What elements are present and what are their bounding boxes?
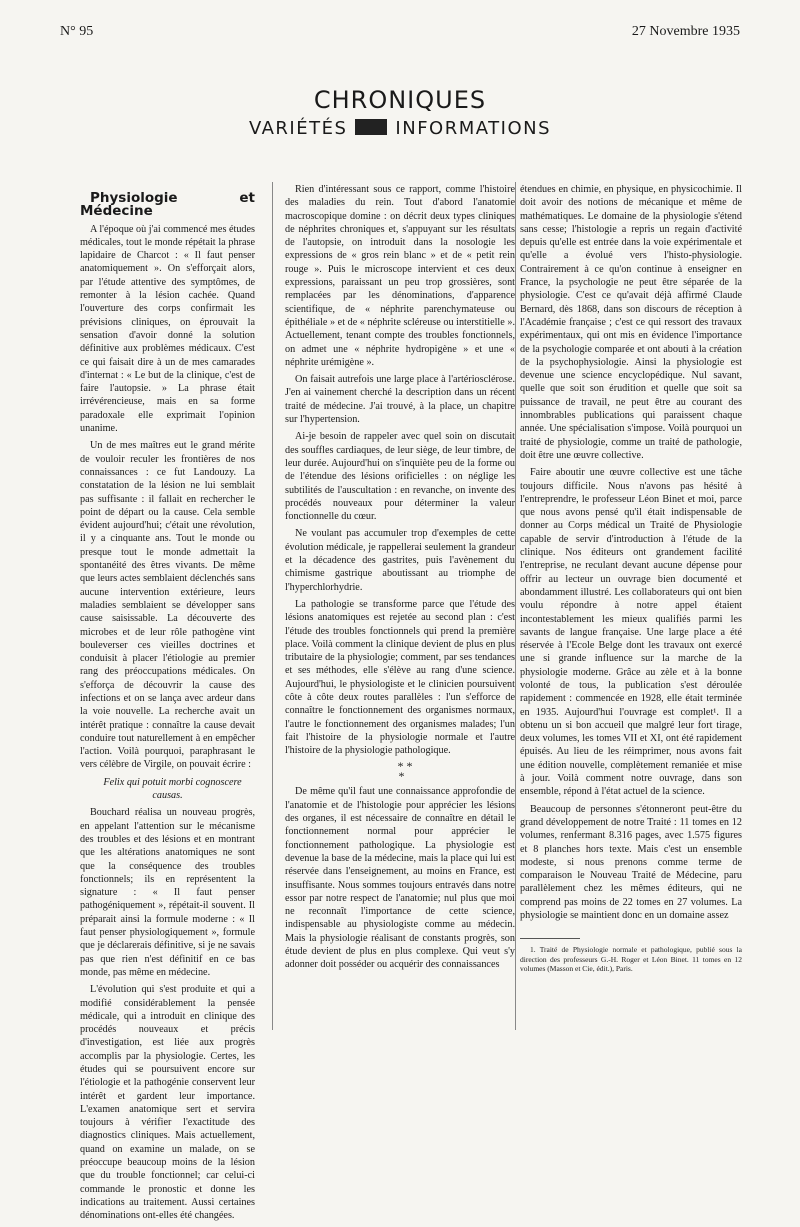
paragraph: Ne voulant pas accumuler trop d'exemples de cette évolution médicale, je rappellerai seulement la grandeur et la décadence des gastrites, puis l'avènement du chimisme gastrique aboutissant au triomphe de l'hyperchlorhydrie. <box>285 528 515 593</box>
column-3 <box>520 183 742 978</box>
masthead-right: INFORMATIONS <box>395 118 552 139</box>
section-separator: * * * <box>397 759 413 784</box>
paragraph: Bouchard réalisa un nouveau progrès, en appelant l'attention sur le mécanisme des troubles et des lésions et en montrant que les altérations anatomiques ne sont que la conséquence des troubles fonctionnels; ils en représentent la signature : « Il faut penser pathogéniquement », répétait-il souvent. Il préparait ainsi la formule moderne : « Il faut penser physiologiquement », formule que je déclarerais définitive, si je ne savais pas que rien n'est définitif en ce bas monde, pas même en médecine. <box>80 807 255 978</box>
footnote-rule <box>520 938 580 939</box>
paragraph: A l'époque où j'ai commencé mes études médicales, tout le monde répétait la phrase lapidaire de Charcot : « Il faut penser anatomiquement ». On s'efforçait alors, par l'étude attentive des symptômes, de remonter à la lésion cachée. Quand l'ouverture des corps confirmait les prévisions cliniques, on éprouvait la sensation d'avoir donné la solution définitive aux problèmes médicaux. C'est ce qui faisait dire à un de mes camarades d'internat : « Le but de la clinique, c'est de faire l'autopsie. » La phrase était irrévérencieuse, mais en sa forme paradoxale elle exprimait l'opinion unanime. <box>80 223 255 435</box>
issue-date: 27 Novembre 1935 <box>631 24 740 39</box>
column-1 <box>80 192 255 1227</box>
paragraph: Rien d'intéressant sous ce rapport, comme l'histoire des maladies du rein. Tout d'abord l'anatomie macroscopique domine : on décrit deux types cliniques de néphrites chroniques et, s'appuyant sur les résultats de l'autopsie, on introduit dans la nosologie les expressions de « gros rein blanc » et de « petit rein rouge ». Puis le microscope intervient et ces deux expressions, paraissant un peu trop grossières, sont remplacées par les dénominations, d'apparence scientifique, de « néphrite parenchymateuse ou épithéliale » et de « néphrite scléreuse ou interstitielle ». Actuellement, tenant compte des troubles fonctionnels, on admet une « néphrite hydropigène » et une « néphrite urémigène ». <box>285 184 515 368</box>
paragraph: Un de mes maîtres eut le grand mérite de vouloir reculer les frontières de nos connaissances : ce fut Landouzy. La constatation de la lésion ne lui semblait pas suffisante : il fallait en rechercher le point de départ ou la cause. Cela semble évident aujourd'hui; c'était une révolution, il y a cinquante ans. Tout le monde ou presque tout le monde admettait la spontanéité des êtres vivants. De même que leurs actes semblaient déclenchés sans aucune intervention extérieure, leurs maladies semblaient se développer sans cause saisissable. La découverte des microbes et de leur rôle pathogène vint bouleverser ces vieilles doctrines et conduisit à placer l'étiologie au premier rang des préoccupations médicales. On s'efforça de découvrir la cause des infections et on se lança avec ardeur dans la voie nouvelle. La recherche avait un intérêt pratique : connaître la cause devait conduire tout naturellement à en empêcher l'action. Voilà pourquoi, paraphrasant le vers célèbre de Virgile, on pouvait écrire : <box>80 440 255 771</box>
masthead-left: VARIÉTÉS <box>248 118 348 139</box>
column-rule <box>272 182 273 1030</box>
issue-number: N° 95 <box>60 24 94 39</box>
paragraph: L'évolution qui s'est produite et qui a modifié considérablement la pensée médicale, qui a introduit en clinique des procédés nouveaux et précis d'investigation, est liée aux progrès accomplis par la physiologie. Certes, les études qui se poursuivent encore sur l'étiologie et la pathogénie conservent leur intérêt et gardent leur importance. L'examen anatomique sert et servira toujours à vérifier l'exactitude des diagnostics cliniques. Mais actuellement, quand on examine un malade, on se préoccupe beaucoup moins de la lésion que du trouble fonctionnel; car celui-ci commande le pronostic et donne les indications au traitement. Aussi certaines dénominations ont-elles été changées. <box>80 984 255 1222</box>
column-2 <box>285 183 515 976</box>
paragraph: La pathologie se transforme parce que l'étude des lésions anatomiques est rejetée au second plan : c'est l'étude des troubles fonctionnels qui prend la première place. Voilà comment la clinique devient de plus en plus tributaire de la physiologie; comment, par ses tendances et ses méthodes, elle s'élève au rang d'une science. Aujourd'hui, le physiologiste et le clinicien poursuivent côte à côte deux routes parallèles : l'un s'efforce de connaître le fonctionnement des organismes normaux, l'autre le fonctionnement des organismes malades; l'un fait l'histoire de la physiologie normale et l'autre l'histoire de la physiologie pathologique. <box>285 598 515 757</box>
paragraph: De même qu'il faut une connaissance approfondie de l'anatomie et de l'histologie pour apprécier les lésions des organes, il est nécessaire de connaître en détail le fonctionnement normal pour apprécier le fonctionnement pathologique. La physiologie est devenue la base de la médecine, mais la place qui lui est réservée dans l'enseignement, au moins en France, est insuffisante. Nous sommes toujours entravés dans notre essor par notre respect de l'anatomie; nul plus que moi ne reconnaît l'importance de cette science, indispensable au physiologiste comme au médecin. Mais la physiologie réalisant de constants progrès, son étude devient de plus en plus complexe. Qui veut s'y adonner doit posséder ou acquérir des connaissances <box>285 786 515 971</box>
masthead-title: CHRONIQUES <box>313 86 487 114</box>
paragraph: Faire aboutir une œuvre collective est une tâche toujours difficile. Nous n'avons pas hésité à l'entreprendre, le professeur Léon Binet et moi, parce que nous avons pensé qu'il était indispensable de donner au Corps médical un Traité de Physiologie capable de servir d'introduction à l'étude de la clinique. Nos éditeurs ont grandement facilité l'entreprise, ne reculant devant aucune dépense pour offrir au lecteur un ouvrage bien documenté et abondamment illustré. Les collaborateurs qui ont bien voulu répondre à notre appel étaient incontestablement les mieux qualifiés parmi les savants de langue française. Une large place a été réservée à l'Ecole Belge dont les travaux ont exercé une si grande influence sur la marche de la physiologie moderne. Grâce au zèle et à la bonne volonté de tous, la publication s'est déroulée rapidement : commencée en 1928, elle était terminée en 1935. Aujourd'hui l'ouvrage est complet¹. Il a obtenu un si bon accueil que malgré leur fort tirage, deux volumes, les tomes VII et XI, ont été rapidement épuisés. Au lieu de les réimprimer, nous avons fait une édition nouvelle, complètement remaniée et mise à jour. Voilà comment notre ouvrage, dans son ensemble, répond à l'état actuel de la science. <box>520 467 742 798</box>
masthead-subtitle <box>0 118 800 139</box>
page-header <box>60 24 740 44</box>
article-title: Physiologie et Médecine <box>80 190 255 220</box>
column-rule <box>515 182 516 1030</box>
paragraph: On faisait autrefois une large place à l'artériosclérose. J'en ai vainement cherché la description dans un récent traité de médecine. J'ai trouvé, à la place, un chapitre sur l'hypertension. <box>285 374 515 426</box>
ornament-icon <box>355 119 387 135</box>
latin-quote: Felix qui potuit morbi cognoscere causas. <box>103 776 242 802</box>
paragraph: Beaucoup de personnes s'étonneront peut-être du grand développement de notre Traité : 11 tomes en 12 volumes, renfermant 8.316 pages, avec 1.575 figures et 8 planches hors texte. Mais c'est un ensemble modeste, si nous prenons comme terme de comparaison le Nouveau Traité de Médecine, paru parallèlement chez les mêmes éditeurs, qui ne comprend pas moins de 22 tomes en 27 volumes. La physiologie se maintient donc en un domaine assez <box>520 803 742 922</box>
paragraph: étendues en chimie, en physique, en physicochimie. Il doit avoir des notions de mécanique et même de mathématiques. Le domaine de la physiologie s'étend sans cesse; l'histologie a repris un regain d'activité depuis qu'elle est entrée dans la voie expérimentale et qu'elle a évolué vers l'histo-physiologie. Contrairement à ce qu'on continue à enseigner en France, la psychologie ne peut être séparée de la physiologie. C'est ce qu'avait déjà affirmé Claude Bernard, dès 1868, dans son discours de réception à l'Académie française ; c'est ce qui ressort des travaux expérimentaux, qui ont mis en évidence l'importance de la psychologie comparée et ont abouti à la création de la psychophysiologie. Ainsi la physiologie est devenue une science encyclopédique. Nul savant, quelle que soit son érudition et quelle que soit sa puissance de travail, ne peut être au courant des innombrables publications qui paraissent chaque année. Une spécialisation s'impose. Voilà pourquoi un traité de physiologie, comme un traité de pathologie, doit être une œuvre collective. <box>520 184 742 461</box>
footnote: 1. Traité de Physiologie normale et pathologique, publié sous la direction des professeurs G.-H. Roger et Léon Binet. 11 tomes en 12 volumes (Masson et Cie, édit.), Paris. <box>520 945 742 974</box>
paragraph: Ai-je besoin de rappeler avec quel soin on discutait des souffles cardiaques, de leur siège, de leur timbre, de leur durée. Aujourd'hui on s'inquiète peu de la forme ou de l'étendue des lésions orificielles : on néglige les subtilités de l'auscultation : en revanche, on invente des procédés nouveaux pour déterminer la valeur fonctionnelle du cœur. <box>285 431 515 523</box>
